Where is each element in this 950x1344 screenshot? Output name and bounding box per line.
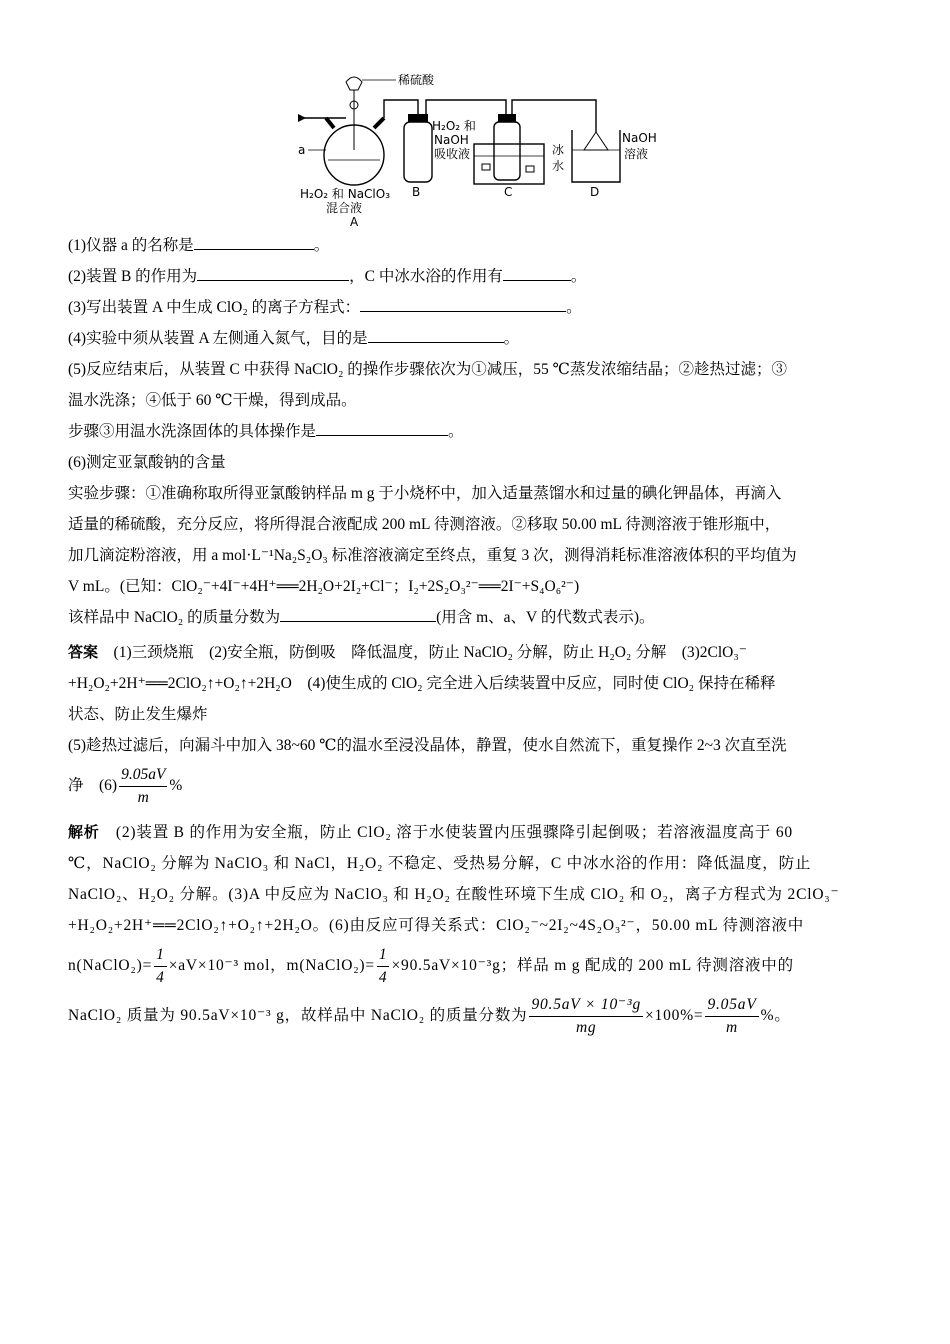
analysis-line-6: NaClO₂ 质量为 90.5aV×10⁻³ g，故样品中 NaClO₂ 的质量分数为 $\frac{\text{90.5aV × 10⁻³g}}{mg}$ ×100%= $\frac{9.05aV}{m}$ %。	[68, 991, 880, 1041]
analysis-label: 解析	[68, 823, 100, 841]
fraction-result: $\frac{9.05aV}{m}$	[707, 995, 757, 1036]
fraction-mass: $\frac{\text{90.5aV × 10⁻³g}}{mg}$	[531, 995, 641, 1036]
label-C: C	[504, 185, 513, 199]
naoh-label-1: NaOH	[622, 131, 657, 145]
absorb-label-2: NaOH	[434, 133, 469, 147]
label-B: B	[412, 185, 421, 199]
answer-blank[interactable]	[194, 231, 314, 250]
label-D: D	[590, 185, 600, 199]
question-3: (3)写出装置 A 中生成 ClO₂ 的离子方程式： 。	[68, 292, 880, 323]
analysis-line-5: n(NaClO₂)= $\frac{1}{4}$ ×aV×10⁻³ mol，m(NaClO₂)= $\frac{1}{4}$ ×90.5aV×10⁻³g；样品 m g 配成的 200 mL 待测溶液中的	[68, 941, 880, 991]
mix-label-1: H₂O₂ 和 NaClO₃	[300, 187, 391, 201]
question-5-step: 步骤③用温水洗涤固体的具体操作是 。	[68, 416, 880, 447]
question-6-title: (6)测定亚氯酸钠的含量	[68, 454, 226, 471]
ice-label-1: 冰	[552, 143, 565, 157]
ice-label-2: 水	[552, 159, 565, 173]
document-page	[68, 60, 880, 1041]
fraction-quarter: $\frac{1}{4}$	[378, 945, 388, 986]
absorb-label-1: H₂O₂ 和	[432, 119, 476, 133]
analysis-section: 解析 (2)装置 B 的作用为安全瓶，防止 ClO₂ 溶于水使装置内压强骤降引起倒吸；若溶液温度高于 60 ℃，NaClO₂ 分解为 NaClO₃ 和 NaCl，H₂O₂ 不稳定、受热易分解，C 中冰水浴的作用：降低温度，防止 NaClO₂、H₂O₂ 分解。(3)A 中反应为 NaClO₃ 和 H₂O₂ 在酸性环境下生成 ClO₂ 和 O₂，离子方程式为 2ClO₃⁻ +H₂O₂+2H⁺══2ClO₂↑+O₂↑+2H₂O。(6)由反应可得关系式：ClO₂⁻~2I₂~4S₂O₃²⁻，50.00 mL 待测溶液中	[68, 823, 840, 934]
answer-blank[interactable]	[360, 293, 566, 312]
label-A: A	[350, 215, 359, 228]
mix-label-2: 混合液	[326, 201, 363, 215]
answer-blank[interactable]	[316, 417, 448, 436]
apparatus-diagram	[296, 60, 666, 228]
absorb-label-3: 吸收液	[434, 147, 471, 161]
label-a: a	[298, 143, 306, 157]
question-4: (4)实验中须从装置 A 左侧通入氮气，目的是 。	[68, 323, 880, 354]
answer-blank[interactable]	[280, 603, 436, 622]
answer-blank[interactable]	[197, 262, 349, 281]
answer-line-5: 净 (6) $\frac{9.05aV}{m}$ %	[68, 761, 880, 811]
question-6-ask: 该样品中 NaClO₂ 的质量分数为 (用含 m、a、V 的代数式表示)。	[68, 602, 880, 633]
answer-blank[interactable]	[503, 262, 571, 281]
acid-label: 稀硫酸	[398, 73, 435, 87]
fraction-quarter: $\frac{1}{4}$	[156, 945, 165, 986]
answer-label: 答案	[68, 643, 99, 661]
fraction: $\frac{9.05aV}{m}$	[121, 765, 166, 806]
question-6-body: 实验步骤：①准确称取所得亚氯酸钠样品 m g 于小烧杯中，加入适量蒸馏水和过量的碘化钾晶体，再滴入 适量的稀硫酸，充分反应，将所得混合液配成 200 mL 待测溶液。②移取 50.00 mL 待测溶液于锥形瓶中， 加几滴淀粉溶液，用 a mol·L⁻¹Na₂S₂O₃ 标准溶液滴定至终点，重复 3 次，测得消耗标准溶液体积的平均值为 V mL。(已知：ClO₂⁻+4I⁻+4H⁺══2H₂O+2I₂+Cl⁻；I₂+2S₂O₃²⁻══2I⁻+S₄O₆²⁻)	[68, 485, 797, 595]
answer-section: 答案 (1)三颈烧瓶 (2)安全瓶，防倒吸 降低温度，防止 NaClO₂ 分解，防止 H₂O₂ 分解 (3)2ClO₃⁻ +H₂O₂+2H⁺══2ClO₂↑+O₂↑+2H₂O (4)使生成的 ClO₂ 完全进入后续装置中反应，同时使 ClO₂ 保持在稀释 状态、防止发生爆炸 (5)趁热过滤后，向漏斗中加入 38~60 ℃的温水至浸没晶体，静置，使水自然流下，重复操作 2~3 次直至洗	[68, 643, 787, 754]
question-5: (5)反应结束后，从装置 C 中获得 NaClO₂ 的操作步骤依次为①减压，55 ℃蒸发浓缩结晶；②趁热过滤；③ 温水洗涤；④低于 60 ℃干燥，得到成品。	[68, 361, 787, 409]
question-2: (2)装置 B 的作用为 ，C 中冰水浴的作用有 。	[68, 261, 880, 292]
naoh-label-2: 溶液	[624, 147, 649, 161]
answer-blank[interactable]	[368, 324, 504, 343]
question-1: (1)仪器 a 的名称是 。	[68, 230, 880, 261]
